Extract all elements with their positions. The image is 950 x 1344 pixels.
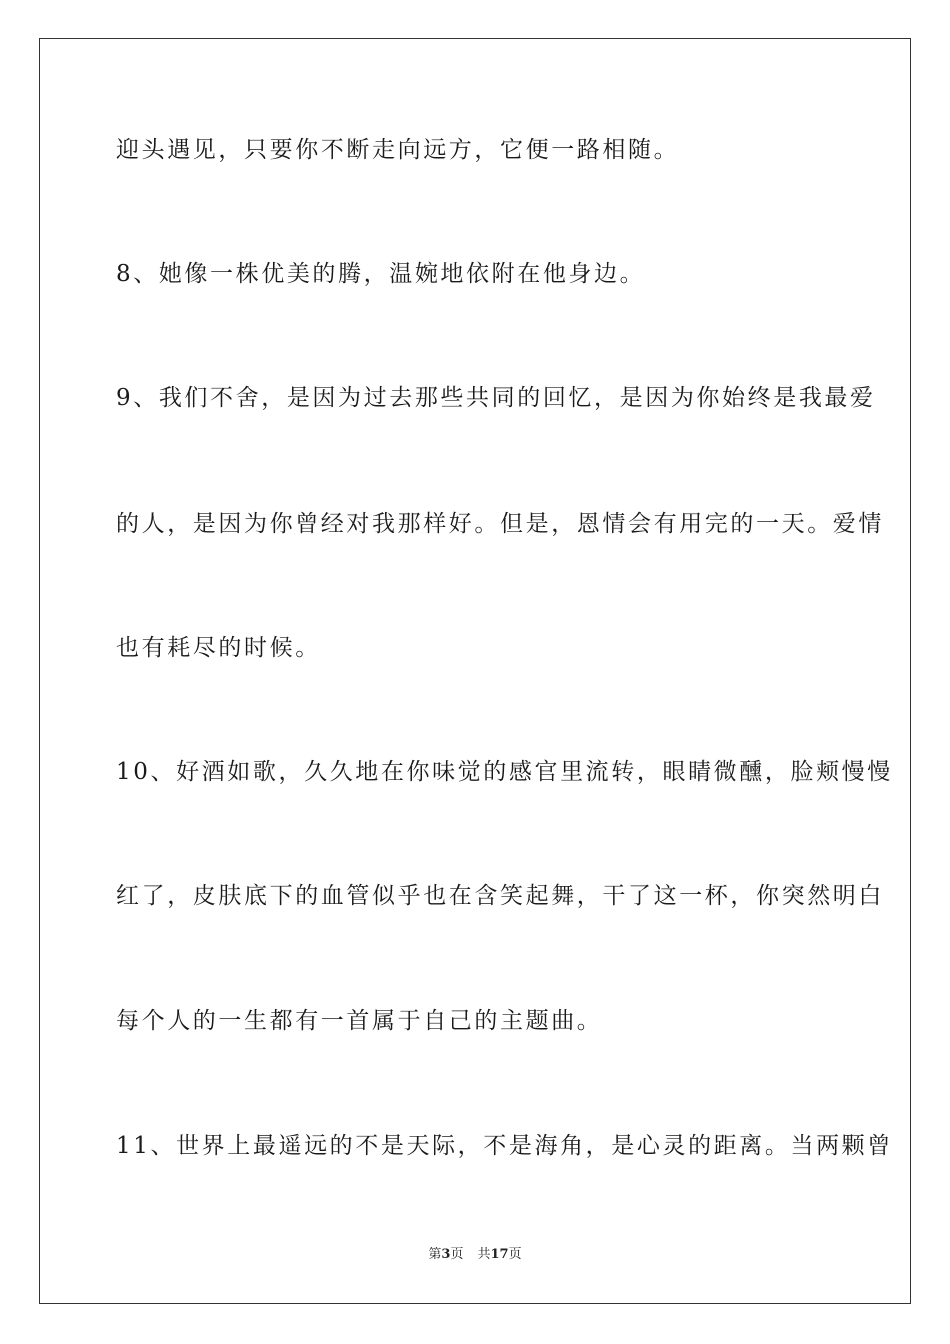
text-line: 每个人的一生都有一首属于自己的主题曲。 <box>116 1008 603 1034</box>
text-line: 8、她像一株优美的腾，温婉地依附在他身边。 <box>116 261 646 287</box>
text-line: 的人，是因为你曾经对我那样好。但是，恩情会有用完的一天。爱情 <box>116 511 884 537</box>
page-footer <box>0 1246 950 1264</box>
page-border <box>39 38 911 1304</box>
text-line: 11、世界上最遥远的不是天际，不是海角，是心灵的距离。当两颗曾 <box>116 1133 893 1159</box>
current-page-number: 3 <box>441 1247 451 1262</box>
text-line: 迎头遇见，只要你不断走向远方，它便一路相随。 <box>116 137 680 163</box>
text-line: 10、好酒如歌，久久地在你味觉的感官里流转，眼睛微醺，脸颊慢慢 <box>116 759 893 785</box>
text-line: 也有耗尽的时候。 <box>116 635 321 661</box>
page-prefix: 第 <box>428 1247 442 1262</box>
total-prefix: 共 <box>477 1247 491 1262</box>
total-suffix: 页 <box>508 1247 522 1262</box>
text-line: 红了，皮肤底下的血管似乎也在含笑起舞，干了这一杯，你突然明白 <box>116 883 884 909</box>
text-line: 9、我们不舍，是因为过去那些共同的回忆，是因为你始终是我最爱 <box>116 385 876 411</box>
page-suffix: 页 <box>450 1247 464 1262</box>
total-page-number: 17 <box>490 1247 509 1262</box>
